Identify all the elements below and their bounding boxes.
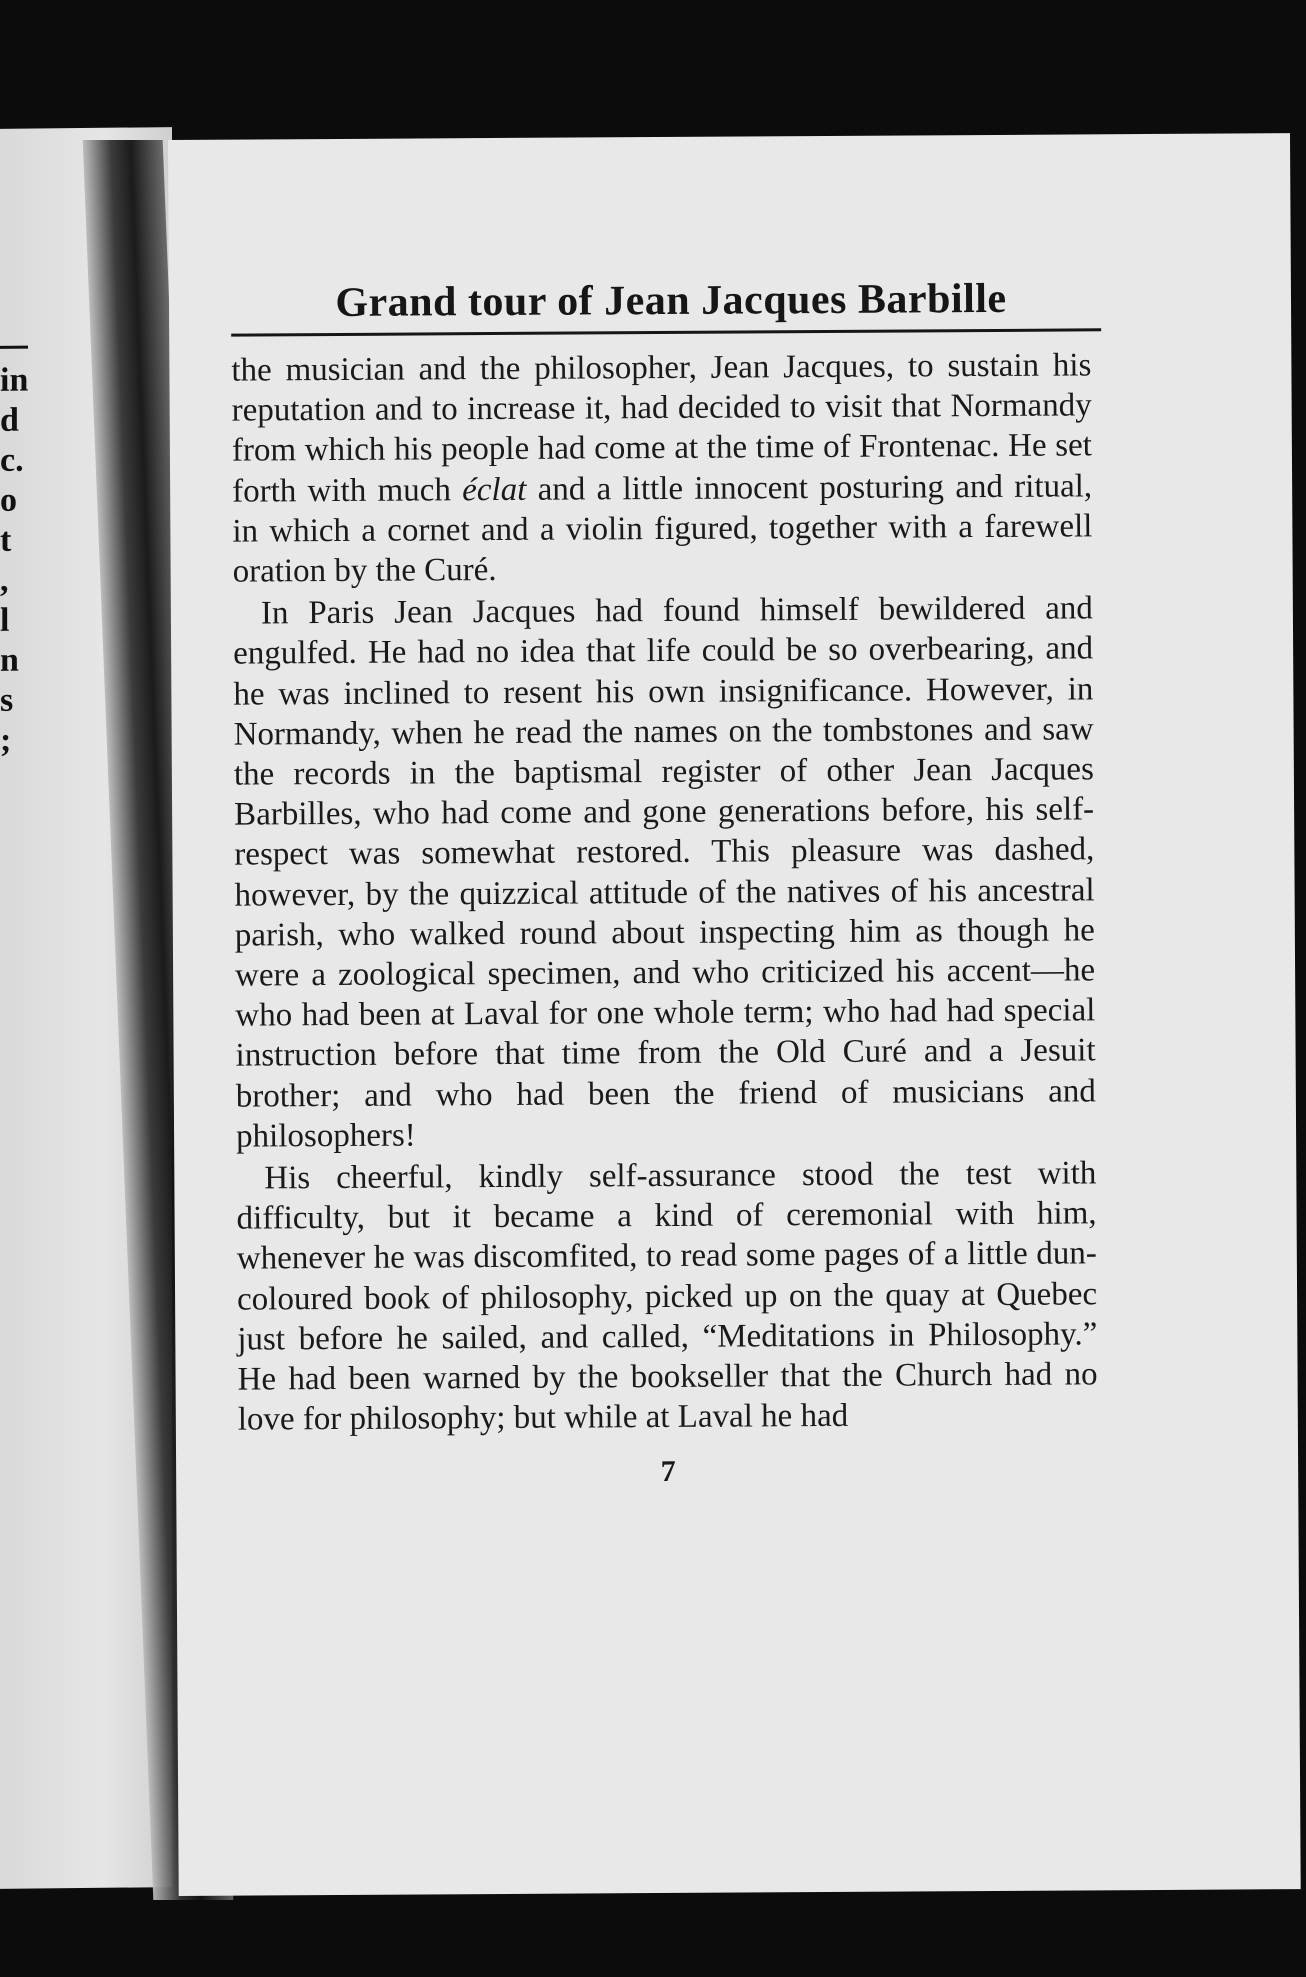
paragraph: In Paris Jean Jacques had found himself bewildered and engulfed. He had no idea that life could be so overbearing, and he was inclined to resent his own insignificance. However, in Normandy, when he read the names on the tombstones and saw the records in the baptismal register of other Jean Jacques Barbilles, who had come and gone generations before, his self-respect was somewhat restored. This pleasure was dashed, however, by the quizzical attitude of the natives of his ancestral parish, who walked round about inspecting him as though he were a zoological specimen, and who criticized his accent—he who had been at Laval for one whole term; who had had special instruction before that time from the Old Curé and a Jesuit brother; and who had been the friend of musicians and philosophers!: [233, 590, 1096, 1155]
line-fragment: in: [0, 361, 29, 399]
header-rule: [231, 328, 1101, 336]
line-fragment: s: [0, 681, 14, 719]
line-fragment: n: [0, 641, 19, 679]
line-fragment: l: [0, 601, 10, 639]
page-number: 7: [660, 1455, 676, 1489]
line-fragment: d: [0, 401, 19, 439]
line-fragment: o: [0, 481, 17, 519]
line-fragment: t: [0, 521, 12, 559]
previous-page-rule: [0, 346, 28, 349]
book-page: [168, 133, 1301, 1896]
previous-page-text-fragments: [0, 361, 30, 761]
running-head: Grand tour of Jean Jacques Barbille: [335, 275, 1007, 326]
body-text: [231, 345, 1098, 1440]
paragraph: [231, 345, 1092, 591]
line-fragment: ,: [0, 561, 9, 599]
paragraph: His cheerful, kindly self-assurance stood the test with difficulty, but it became a kind of ceremonial with him, whenever he was discomfited, to read some pages of a little dun-coloured book of philosophy, picked up on the quay at Quebec just before he sailed, and called, “Meditations in Philosophy.” He had been warned by the bookseller that the Church had no love for philosophy; but while at Laval he had: [236, 1155, 1098, 1438]
line-fragment: c.: [0, 441, 24, 479]
paragraph-text: the musician and the philosopher, Jean Jacques, to sustain his reputation and to increase it, had decided to visit that Normandy from which his people had come at the time of Frontenac. He set forth with much: [231, 347, 1092, 510]
page-content: [231, 274, 1098, 1492]
line-fragment: ;: [0, 721, 12, 759]
emphasis-text: éclat: [462, 471, 527, 508]
paragraph-text: and a little innocent posturing and ritual, in which a cornet and a violin figured, together with a farewell oration by the Curé.: [232, 467, 1093, 590]
